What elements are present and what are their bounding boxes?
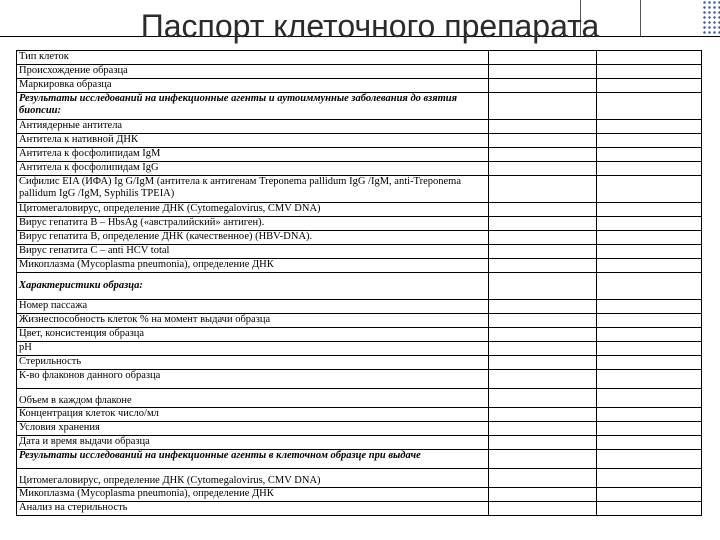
value-cell[interactable]	[489, 93, 597, 120]
table-row	[17, 389, 702, 408]
row-label: Цвет, консистенция образца	[17, 328, 489, 342]
row-label: Микоплазма (Mycoplasma pneumonia), определение ДНК	[17, 488, 489, 502]
row-label: Анализ на стерильность	[17, 502, 489, 516]
page-title: Паспорт клеточного препарата	[140, 8, 600, 44]
table-row	[17, 342, 702, 356]
table-row	[17, 436, 702, 450]
value-cell[interactable]	[597, 273, 702, 300]
table-row	[17, 245, 702, 259]
row-label: Вирус гепатита В – HbsAg («австралийский» антиген).	[17, 217, 489, 231]
value-cell[interactable]	[489, 328, 597, 342]
value-cell[interactable]	[597, 217, 702, 231]
row-label: Объем в каждом флаконе	[17, 389, 489, 408]
row-label: Условия хранения	[17, 422, 489, 436]
row-label: Антитела к нативной ДНК	[17, 134, 489, 148]
row-label: Маркировка образца	[17, 79, 489, 93]
value-cell[interactable]	[597, 259, 702, 273]
value-cell[interactable]	[597, 65, 702, 79]
table-row	[17, 408, 702, 422]
table-row	[17, 162, 702, 176]
row-label: Номер пассажа	[17, 300, 489, 314]
table-row	[17, 120, 702, 134]
value-cell[interactable]	[597, 245, 702, 259]
row-label: Концентрация клеток число/мл	[17, 408, 489, 422]
row-label: Вирус гепатита В, определение ДНК (качественное) (HBV-DNA).	[17, 231, 489, 245]
value-cell[interactable]	[597, 314, 702, 328]
table-row	[17, 370, 702, 389]
row-label: Микоплазма (Mycoplasma pneumonia), определение ДНК	[17, 259, 489, 273]
section-heading: Результаты исследований на инфекционные агенты и аутоиммунные заболевания до взятия биопсии:	[17, 93, 489, 120]
value-cell[interactable]	[489, 488, 597, 502]
value-cell[interactable]	[597, 488, 702, 502]
table-row	[17, 176, 702, 203]
table-row	[17, 134, 702, 148]
row-label: Антитела к фосфолипидам IgM	[17, 148, 489, 162]
value-cell[interactable]	[597, 79, 702, 93]
value-cell[interactable]	[597, 408, 702, 422]
value-cell[interactable]	[489, 300, 597, 314]
table-row	[17, 148, 702, 162]
row-label: Стерильность	[17, 356, 489, 370]
value-cell[interactable]	[597, 342, 702, 356]
table-row	[17, 450, 702, 469]
value-cell[interactable]	[489, 162, 597, 176]
value-cell[interactable]	[489, 389, 597, 408]
value-cell[interactable]	[597, 389, 702, 408]
value-cell[interactable]	[489, 502, 597, 516]
value-cell[interactable]	[597, 356, 702, 370]
table-row	[17, 65, 702, 79]
table-row	[17, 273, 702, 300]
value-cell[interactable]	[597, 51, 702, 65]
value-cell[interactable]	[597, 148, 702, 162]
value-cell[interactable]	[489, 469, 597, 488]
value-cell[interactable]	[489, 370, 597, 389]
value-cell[interactable]	[489, 176, 597, 203]
value-cell[interactable]	[597, 134, 702, 148]
row-label: Цитомегаловирус, определение ДНК (Cytomegalovirus, CMV DNA)	[17, 203, 489, 217]
row-label: Вирус гепатита С – anti HCV total	[17, 245, 489, 259]
table-row	[17, 314, 702, 328]
value-cell[interactable]	[489, 314, 597, 328]
value-cell[interactable]	[597, 203, 702, 217]
value-cell[interactable]	[597, 120, 702, 134]
value-cell[interactable]	[597, 231, 702, 245]
row-label: Антиядерные антитела	[17, 120, 489, 134]
table-row	[17, 502, 702, 516]
value-cell[interactable]	[597, 300, 702, 314]
table-row	[17, 51, 702, 65]
value-cell[interactable]	[597, 370, 702, 389]
table-row	[17, 259, 702, 273]
value-cell[interactable]	[489, 422, 597, 436]
value-cell[interactable]	[489, 217, 597, 231]
value-cell[interactable]	[489, 134, 597, 148]
value-cell[interactable]	[489, 342, 597, 356]
row-label: Жизнеспособность клеток % на момент выдачи образца	[17, 314, 489, 328]
row-label: Сифилис EIA (ИФА) Ig G/IgM (антитела к антигенам Treponema pallidum IgG /IgM, anti-Treponema pallidum IgG /IgM, Syphilis TPEIA)	[17, 176, 489, 203]
value-cell[interactable]	[489, 245, 597, 259]
row-label: Тип клеток	[17, 51, 489, 65]
value-cell[interactable]	[597, 502, 702, 516]
row-label: Антитела к фосфолипидам IgG	[17, 162, 489, 176]
value-cell[interactable]	[489, 231, 597, 245]
row-label: Происхождение образца	[17, 65, 489, 79]
value-cell[interactable]	[597, 162, 702, 176]
table-row	[17, 79, 702, 93]
value-cell[interactable]	[597, 469, 702, 488]
value-cell[interactable]	[489, 65, 597, 79]
table-row	[17, 231, 702, 245]
table-row	[17, 422, 702, 436]
value-cell[interactable]	[489, 450, 597, 469]
value-cell[interactable]	[597, 328, 702, 342]
table-row	[17, 356, 702, 370]
passport-table	[16, 50, 702, 516]
value-cell[interactable]	[489, 259, 597, 273]
row-label: Цитомегаловирус, определение ДНК (Cytomegalovirus, CMV DNA)	[17, 469, 489, 488]
value-cell[interactable]	[489, 79, 597, 93]
value-cell[interactable]	[597, 450, 702, 469]
value-cell[interactable]	[597, 422, 702, 436]
value-cell[interactable]	[489, 51, 597, 65]
table-row	[17, 203, 702, 217]
table-row	[17, 469, 702, 488]
value-cell[interactable]	[489, 203, 597, 217]
table-row	[17, 217, 702, 231]
row-label: pH	[17, 342, 489, 356]
value-cell[interactable]	[489, 120, 597, 134]
value-cell[interactable]	[489, 356, 597, 370]
row-label: Дата и время выдачи образца	[17, 436, 489, 450]
value-cell[interactable]	[489, 436, 597, 450]
table-row	[17, 300, 702, 314]
table-row	[17, 93, 702, 120]
table-row	[17, 328, 702, 342]
value-cell[interactable]	[597, 176, 702, 203]
value-cell[interactable]	[489, 148, 597, 162]
value-cell[interactable]	[597, 93, 702, 120]
table-row	[17, 488, 702, 502]
section-heading: Характеристики образца:	[17, 273, 489, 300]
row-label: К-во флаконов данного образца	[17, 370, 489, 389]
section-heading: Результаты исследований на инфекционные агенты в клеточном образце при выдаче	[17, 450, 489, 469]
value-cell[interactable]	[489, 273, 597, 300]
value-cell[interactable]	[489, 408, 597, 422]
value-cell[interactable]	[597, 436, 702, 450]
